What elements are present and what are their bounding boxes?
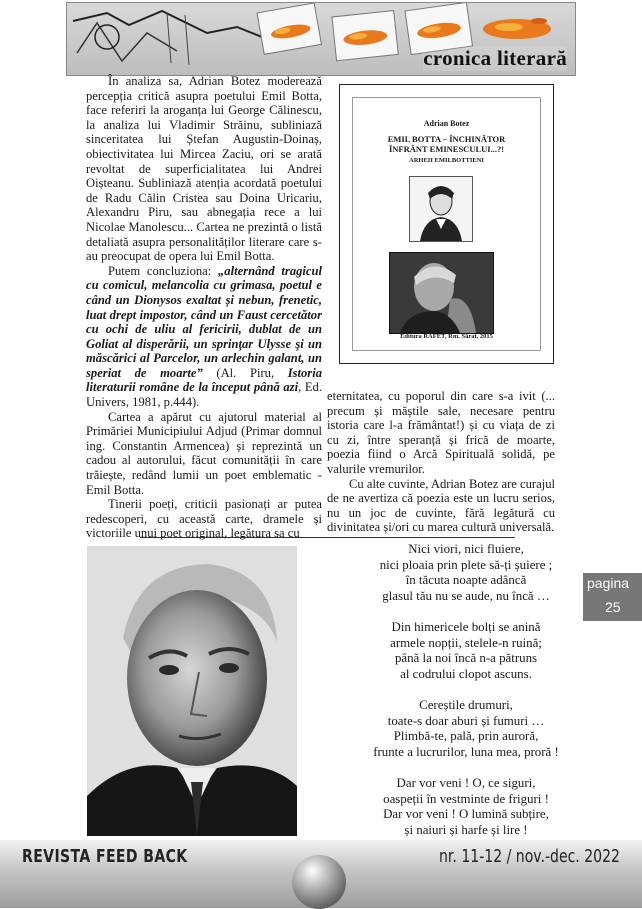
magazine-name: REVISTA FEED BACK — [22, 846, 188, 867]
conclusion-intro: Putem concluziona: — [108, 263, 218, 278]
book-author: Adrian Botez — [423, 119, 470, 128]
poem-line: Nici viori, nici fluiere, — [408, 542, 524, 556]
poet-portrait-photo — [87, 546, 297, 836]
article-column-right — [327, 389, 555, 535]
paragraph: eternitatea, cu poporul din care s-a ivit (... precum și măștile sale, necesare pentru istoria care l-a frământat!) și cu viața de zi cu zi, între speranță și frică de moarte, poezia fiind o Arcă Spirituală solidă, pe valurile vremurilor. — [327, 389, 555, 476]
poem-line: frunte a lucrurilor, luna mea, proră ! — [373, 744, 559, 759]
poem-line: până la noi încă n-a pătruns — [394, 651, 538, 666]
cover-photo-image — [389, 252, 494, 334]
poem-stanza — [330, 542, 602, 604]
citation-rest: , Ed. Univers, 1981, p.444). — [86, 380, 323, 410]
poem-stanza — [330, 698, 602, 760]
poem-line: glasul tău nu se aude, nu încă … — [382, 588, 550, 603]
page-number: 25 — [605, 599, 621, 615]
citation-author: (Al. Piru, — [202, 365, 288, 380]
cover-engraving-image — [409, 176, 473, 242]
paragraph: În analiza sa, Adrian Botez moderează percepția critică asupra poetului Emil Botta, face referiri la aroganța lui George Călinescu, la analiza lui Vladimir Străinu, subliniază sinceritatea lui Ștefan Augustin-Doinaș, obiectivitatea lui Mircea Zaciu, ori se arată revoltat de superficialitatea lui Andrei Oișteanu. Subliniază atenția acordată poetului de Radu Călin Cristea sau Doina Uricariu, Alexandru Piru, sau abnegația rece a lui Nicolae Manolescu... Cartea ne prezintă o listă detaliată asupra personalităților literare care s-au preocupat de opera lui Emil Botta. — [86, 74, 322, 264]
citation-title: Istoria literaturii române de la început până azi — [86, 365, 322, 395]
paragraph: Cu alte cuvinte, Adrian Botez are curajul de ne avertiza că poezia este un lucru serios, nu un joc de cuvinte, fără legătură cu divinitatea și/ori cu marea cultură universală. — [327, 476, 555, 535]
poem-line: în tăcuta noapte adâncă — [405, 573, 527, 588]
sphere-logo-icon — [292, 855, 346, 909]
issue-info: nr. 11-12 / nov.-dec. 2022 — [439, 846, 620, 867]
book-cover-frame — [352, 97, 541, 351]
paragraph: Cartea a apărut cu ajutorul material al Primăriei Municipiului Adjud (Primar domnul ing. Constantin Armencea) și reprezintă un cadou al autorului, făcut comunității în care trăiește, redând lumii un poet emblematic - Emil Botta. — [86, 409, 322, 497]
book-cover — [339, 84, 554, 364]
footer — [0, 840, 642, 908]
poem-line: Dar vor veni ! O, ce siguri, — [396, 775, 536, 790]
poem-line: al codrului clopot ascuns. — [400, 666, 532, 681]
conclusion-quote: „alternând tragicul cu comicul, melancolia cu grimasa, poetul e când un Dionysos exaltat și nebun, frenetic, luat drept impostor, când un Faust cercetător cu ochi de uliu al fericirii, dublat de un Goliat al disperării, un sprinţar Ulysse şi un măscărici al Parcelor, un arlechin galant, un speriat de moarte” — [86, 263, 323, 380]
paragraph: Tinerii poeți, criticii pasionați ar putea redescoperi, cu această carte, dramele și victoriile unui poet original, legătura sa cu — [86, 497, 322, 541]
poem-line: Din himericele bolți se anină — [391, 619, 541, 634]
poem-line: nici ploaia prin plete să-ți șuiere ; — [379, 557, 553, 572]
article-column-left — [86, 74, 322, 541]
page-number-tab — [583, 573, 642, 621]
poem — [330, 542, 602, 854]
book-title — [353, 134, 540, 154]
poem-line: Plimbă-te, pală, prin auroră, — [393, 729, 539, 744]
conclusion-paragraph — [86, 264, 322, 410]
poem-line: oaspeții în vestminte de friguri ! — [383, 791, 549, 806]
poem-stanza — [330, 776, 602, 838]
poem-line: și naiuri și harfe și lire ! — [404, 822, 528, 837]
book-publisher: Editura RAFET, Rm. Sărat, 2015 — [400, 333, 493, 340]
page-label: pagina — [587, 575, 630, 591]
book-title-line: EMIL BOTTA – ÎNCHINĂTOR — [387, 134, 506, 144]
header-banner — [66, 2, 576, 76]
section-title: cronica literară — [423, 46, 567, 70]
poem-line: Cereștile drumuri, — [419, 697, 513, 712]
book-subtitle: ARHEII EMILBOTTIENI — [409, 157, 484, 164]
poem-line: toate-s doar aburi și fumuri … — [387, 713, 545, 728]
poem-stanza — [330, 620, 602, 682]
poem-line: armele nopții, stelele-n ruină; — [390, 635, 542, 650]
book-title-line: ÎNFRÂNT EMINESCULUI...?! — [388, 144, 505, 154]
divider-line — [140, 537, 515, 538]
poem-line: Dar vor veni ! O lumină subțire, — [383, 807, 549, 822]
